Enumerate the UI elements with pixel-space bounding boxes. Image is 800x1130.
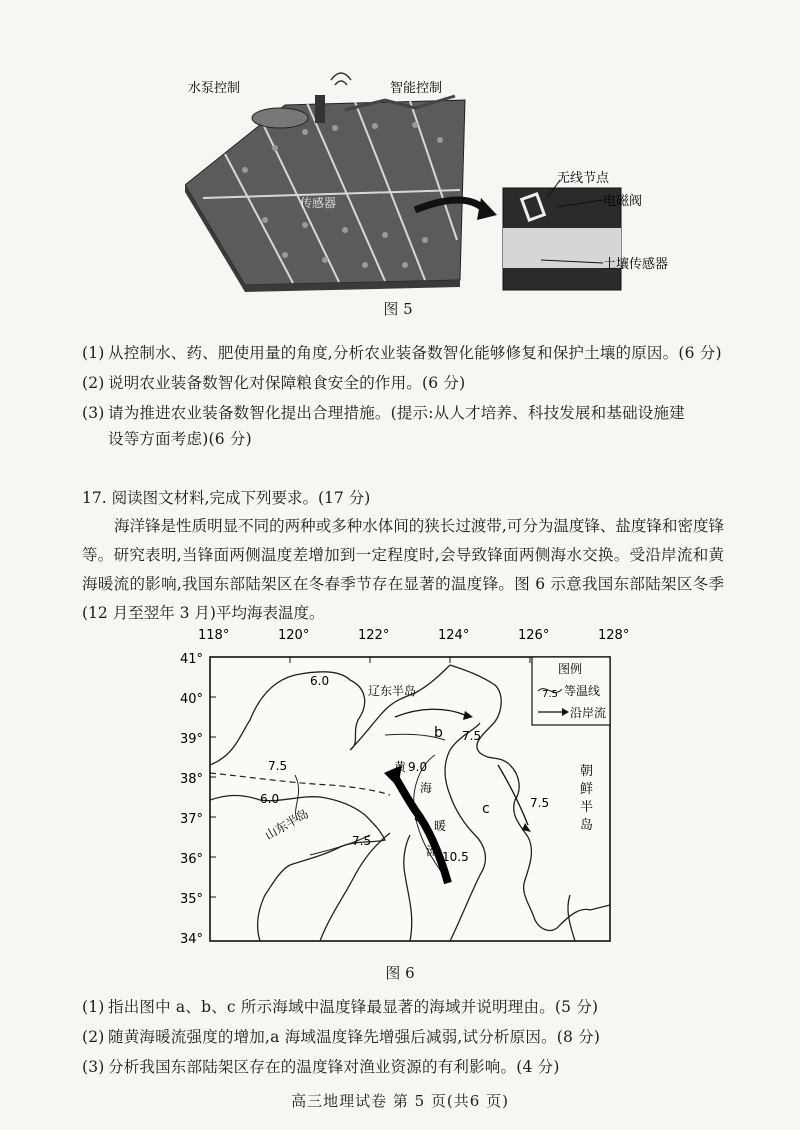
isotherm-value: 9.0 (408, 760, 428, 774)
label-soil-sensor: 土壤传感器 (603, 257, 669, 272)
region-c: c (482, 801, 490, 817)
label-shandong: 山东半岛 (262, 806, 312, 843)
legend-title: 图例 (558, 662, 583, 676)
legend-current-label: 沿岸流 (570, 706, 607, 720)
figure-6-map (180, 625, 630, 960)
label-wireless-node: 无线节点 (557, 171, 610, 186)
legend-isotherm-label: 等温线 (564, 684, 601, 698)
q16-item-2: (2) 说明农业装备数智化对保障粮食安全的作用。(6 分) (82, 374, 466, 392)
q16-item-1: (1) 从控制水、药、肥使用量的角度,分析农业装备数智化能够修复和保护土壤的原因。(6 分) (82, 344, 722, 362)
lon-tick: 120° (278, 628, 310, 643)
q16-item-3: (3) 请为推进农业装备数智化提出合理措施。(提示:从人才培养、科技发展和基础设施建 设等方面考虑)(6 分) (82, 404, 685, 448)
label-korea-2: 鲜 (580, 782, 594, 797)
lon-tick: 122° (358, 628, 390, 643)
q17-item-2: (2) 随黄海暖流强度的增加,a 海域温度锋先增强后减弱,试分析原因。(8 分) (82, 1028, 601, 1046)
figure-5-caption: 图 5 (383, 300, 413, 318)
lat-tick: 37° (180, 812, 204, 827)
label-korea-4: 岛 (580, 818, 594, 833)
lat-tick: 34° (180, 932, 204, 947)
lat-tick: 35° (180, 892, 204, 907)
lat-tick: 36° (180, 852, 204, 867)
page-footer: 高三地理试卷 第 5 页(共6 页) (291, 1092, 509, 1110)
region-b: b (434, 725, 443, 741)
region-a: a (414, 810, 422, 825)
legend-isotherm-value: 7.5 (542, 689, 558, 700)
isotherm-value: 7.5 (268, 759, 288, 773)
figure-6-caption: 图 6 (385, 964, 415, 982)
lat-tick: 41° (180, 652, 204, 667)
isotherm-value: 6.0 (310, 674, 330, 688)
isotherm-value: 7.5 (530, 796, 550, 810)
isotherm-value: 7.5 (352, 834, 372, 848)
figure-5-illustration (185, 70, 685, 295)
label-liaodong: 辽东半岛 (368, 684, 417, 698)
label-solenoid-valve: 电磁阀 (603, 194, 643, 209)
q17-item-1: (1) 指出图中 a、b、c 所示海域中温度锋最显著的海域并说明理由。(5 分) (82, 998, 599, 1016)
label-warm-3: 暖 (434, 819, 447, 833)
label-warm-4: 流 (426, 844, 439, 858)
label-pump-control: 水泵控制 (188, 81, 241, 96)
label-warm-1: 黄 (394, 760, 407, 774)
isotherm-value: 7.5 (462, 729, 482, 743)
q17-item-3: (3) 分析我国东部陆架区存在的温度锋对渔业资源的有利影响。(4 分) (82, 1058, 560, 1076)
label-sensor: 传感器 (300, 196, 337, 210)
lon-tick: 124° (438, 628, 470, 643)
lon-tick: 118° (198, 628, 230, 643)
label-korea-1: 朝 (580, 764, 594, 779)
isotherm-value: 6.0 (260, 792, 280, 806)
label-warm-2: 海 (420, 781, 433, 795)
isotherm-value: 10.5 (442, 850, 469, 864)
lon-tick: 126° (518, 628, 550, 643)
lon-tick: 128° (598, 628, 630, 643)
lat-tick: 38° (180, 772, 204, 787)
lat-tick: 40° (180, 692, 204, 707)
q17-paragraph: 海洋锋是性质明显不同的两种或多种水体间的狭长过渡带,可分为温度锋、盐度锋和密度锋等。研究表明,当锋面两侧温度差增加到一定程度时,会导致锋面两侧海水交换。受沿岸流和黄海暖流的影响,我国东部陆架区在冬春季节存在显著的温度锋。图 6 示意我国东部陆架区冬季(12 月至翌年 3 月)平均海表温度。 (82, 517, 724, 622)
label-smart-control: 智能控制 (390, 81, 443, 96)
lat-tick: 39° (180, 732, 204, 747)
q17-heading: 17. 阅读图文材料,完成下列要求。(17 分) (82, 489, 371, 507)
label-korea-3: 半 (580, 800, 594, 815)
